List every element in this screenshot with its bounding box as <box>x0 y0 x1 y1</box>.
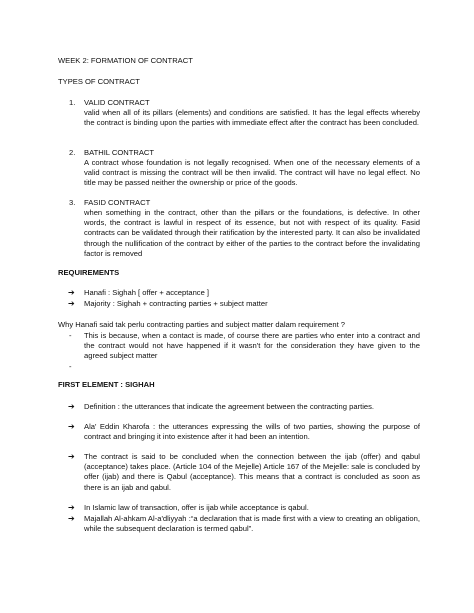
type-number: 3. <box>69 198 76 207</box>
type-name: BATHIL CONTRACT <box>84 148 155 157</box>
type-name: FASID CONTRACT <box>84 198 151 207</box>
first-element-point: In Islamic law of transaction, offer is ijab while acceptance is qabul. <box>84 503 309 512</box>
arrow-icon: ➔ <box>68 288 75 297</box>
type-description: A contract whose foundation is not legally recognised. When one of the necessary elements of a valid contract is missing the contract will be then invalid. The contract will have no legal effect. No title may be passed neither the ownership or price of the goods. <box>84 158 420 188</box>
type-description: valid when all of its pillars (elements) and conditions are satisfied. It has the legal effects whereby the contract is binding upon the parties with immediate effect after the contract has been concluded. <box>84 108 420 128</box>
arrow-icon: ➔ <box>68 452 75 461</box>
arrow-icon: ➔ <box>68 422 75 431</box>
requirement-item: Majority : Sighah + contracting parties + subject matter <box>84 299 268 308</box>
arrow-icon: ➔ <box>68 402 75 411</box>
requirements-heading: REQUIREMENTS <box>58 268 120 277</box>
first-element-point: The contract is said to be concluded when the connection between the ijab (offer) and qabul (acceptance) takes place. (Article 104 of the Mejelle) Article 167 of the Mejelle: sale is concluded by offer (ijab) and there is Qabul (acceptance). This means that a contract is concluded as soon as there is an ijab and qabul. <box>84 452 420 492</box>
question-text: Why Hanafi said tak perlu contracting parties and subject matter dalam requirement ? <box>58 320 346 329</box>
first-element-point: Ala' Eddin Kharofa : the utterances expressing the wills of two parties, showing the purpose of contract and bringing it into existence after it had been an intention. <box>84 422 420 442</box>
types-heading: TYPES OF CONTRACT <box>58 77 140 86</box>
arrow-icon: ➔ <box>68 514 75 523</box>
type-name: VALID CONTRACT <box>84 98 150 107</box>
dash-marker: - <box>69 331 72 340</box>
requirement-item: Hanafi : Sighah [ offer + acceptance ] <box>84 288 210 297</box>
answer-text: This is because, when a contact is made, of course there are parties who enter into a contract and the contract would not have happened if it wasn't for the consideration they have given to the agreed subject matter <box>84 331 420 361</box>
first-element-point: Definition : the utterances that indicate the agreement between the contracting parties. <box>84 402 375 411</box>
dash-marker: - <box>69 362 72 371</box>
type-description: when something in the contract, other than the pillars or the foundations, is defective. In other words, the contract is lawful in respect of its essence, but not with respect of its quality. Fasid contracts can be validated through their ratification by the interested party. It can also be invalidated through the nullification of the contract by either of the parties to the contract before the invalidating factor is removed <box>84 208 420 258</box>
arrow-icon: ➔ <box>68 503 75 512</box>
type-number: 2. <box>69 148 76 157</box>
first-element-heading: FIRST ELEMENT : SIGHAH <box>58 380 155 389</box>
arrow-icon: ➔ <box>68 299 75 308</box>
page-title: WEEK 2: FORMATION OF CONTRACT <box>58 56 193 65</box>
type-number: 1. <box>69 98 76 107</box>
first-element-point: Majallah Al-ahkam Al-a'dliyyah :“a declaration that is made first with a view to creating an obligation, while the subsequent declaration is termed qabul”. <box>84 514 420 534</box>
